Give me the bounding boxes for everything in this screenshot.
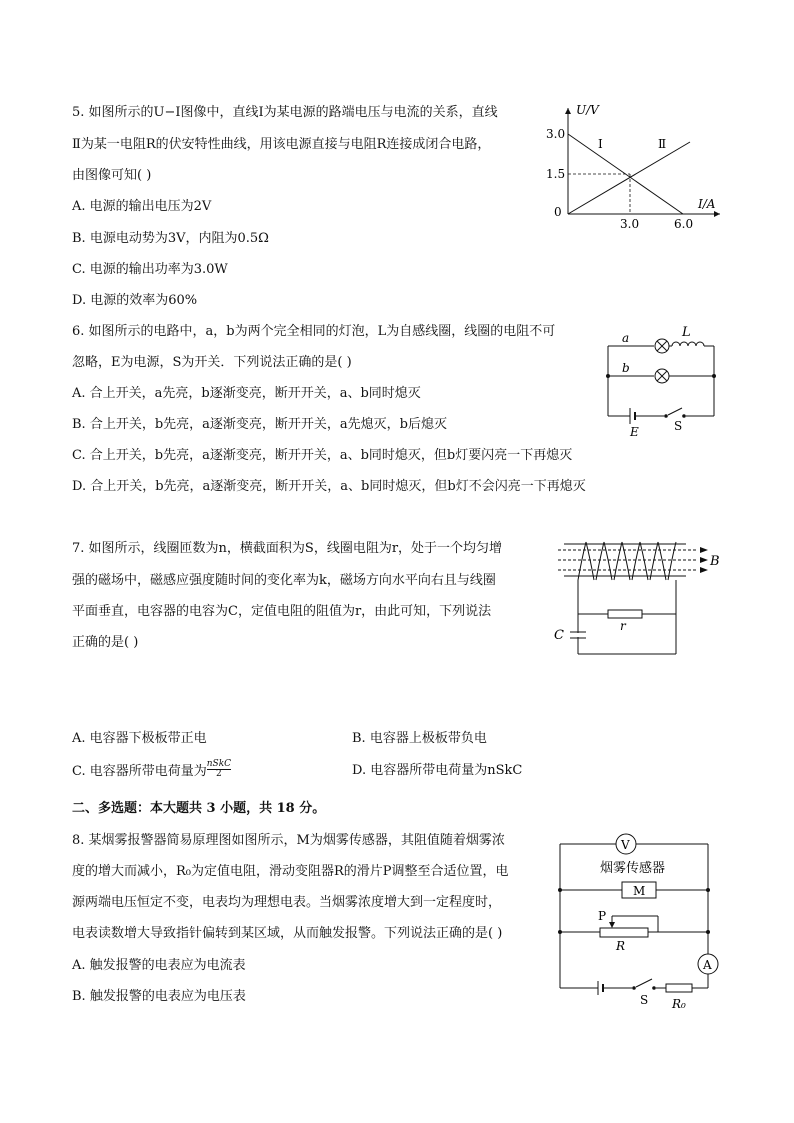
svg-text:R: R xyxy=(616,939,626,953)
q7-line-1: 7. 如图所示，线圈匝数为n，横截面积为S，线圈电阻为r，处于一个均匀增 xyxy=(72,541,503,556)
q8-option-a: A. 触发报警的电表应为电流表 xyxy=(72,958,246,973)
svg-text:V: V xyxy=(621,838,630,852)
svg-text:E: E xyxy=(630,425,639,439)
q7-line-4: 正确的是( ) xyxy=(72,635,139,650)
slider-p-icon xyxy=(609,922,615,928)
svg-text:B: B xyxy=(710,554,720,569)
q8-option-b: B. 触发报警的电表应为电压表 xyxy=(72,989,246,1004)
q5-label-ii: Ⅱ xyxy=(658,137,667,151)
q7-option-a: A. 电容器下极板带正电 xyxy=(72,731,207,746)
q8-line-4: 电表读数增大导致指针偏转到某区域，从而触发报警。下列说法正确的是( ) xyxy=(72,926,503,941)
q6-option-c: C. 合上开关，b先亮，a逐渐变亮，断开开关，a、b同时熄灭，但b灯要闪亮一下再熄灭 xyxy=(72,448,573,463)
q7-line-2: 强的磁场中，磁感应强度随时间的变化率为k，磁场方向水平向右且与线圈 xyxy=(72,573,496,588)
q6-option-a: A. 合上开关，a先亮，b逐渐变亮，断开开关，a、b同时熄灭 xyxy=(72,386,421,401)
coil-icon xyxy=(578,542,676,580)
switch-icon xyxy=(668,408,682,415)
q8-alarm-circuit xyxy=(552,828,728,1014)
q5-xtick-6: 6.0 xyxy=(674,217,694,231)
q5-label-i: I xyxy=(598,137,603,151)
section-2-heading: 二、多选题：本大题共 3 小题，共 18 分。 xyxy=(72,801,326,816)
resistor-r0 xyxy=(666,984,692,992)
q7-option-c-fraction: nSkC 2 xyxy=(206,759,232,779)
q5-ui-graph xyxy=(540,98,730,238)
switch-icon xyxy=(636,979,652,987)
svg-text:a: a xyxy=(622,331,630,345)
q5-ytick-1_5: 1.5 xyxy=(546,167,566,181)
inductor-coil-icon xyxy=(672,342,704,346)
q5-line-2: Ⅱ为某一电阻R的伏安特性曲线，用该电源直接与电阻R连接成闭合电路， xyxy=(72,137,491,152)
svg-text:S: S xyxy=(640,993,649,1007)
svg-text:A: A xyxy=(703,958,712,972)
svg-text:b: b xyxy=(622,361,630,375)
q7-option-b: B. 电容器上极板带负电 xyxy=(352,731,487,746)
svg-text:r: r xyxy=(620,619,626,633)
q5-ytick-0: 0 xyxy=(554,205,562,219)
svg-text:R₀: R₀ xyxy=(672,997,686,1011)
q7-option-c-prefix: C. 电容器所带电荷量为 xyxy=(72,764,207,779)
q5-line-1: 5. 如图所示的U−I图像中，直线I为某电源的路端电压与电流的关系，直线 xyxy=(72,105,498,120)
resistor-icon xyxy=(608,610,642,618)
q5-line-3: 由图像可知( ) xyxy=(72,168,152,183)
svg-text:L: L xyxy=(682,325,691,340)
q5-ytick-3: 3.0 xyxy=(546,127,566,141)
svg-text:C: C xyxy=(554,628,564,643)
q5-option-d: D. 电源的效率为60% xyxy=(72,293,198,308)
q5-option-a: A. 电源的输出电压为2V xyxy=(72,199,212,214)
q8-line-2: 度的增大而减小，R₀为定值电阻，滑动变阻器R的滑片P调整至合适位置，电 xyxy=(72,864,509,879)
svg-text:P: P xyxy=(598,909,607,923)
q8-line-1: 8. 某烟雾报警器简易原理图如图所示，M为烟雾传感器，其阻值随着烟雾浓 xyxy=(72,833,505,848)
q5-option-b: B. 电源电动势为3V，内阻为0.5Ω xyxy=(72,231,269,246)
q5-option-c: C. 电源的输出功率为3.0W xyxy=(72,262,228,277)
q7-coil-diagram xyxy=(550,536,730,660)
svg-text:烟雾传感器: 烟雾传感器 xyxy=(600,861,666,876)
svg-text:M: M xyxy=(633,884,646,898)
q6-line-1: 6. 如图所示的电路中，a，b为两个完全相同的灯泡，L为自感线圈，线圈的电阻不可 xyxy=(72,324,556,339)
q6-line-2: 忽略，E为电源，S为开关．下列说法正确的是( ) xyxy=(72,355,352,370)
q5-line-ii xyxy=(568,142,690,214)
svg-text:S: S xyxy=(674,419,683,433)
q6-circuit-diagram xyxy=(598,320,728,440)
q6-option-d: D. 合上开关，b先亮，a逐渐变亮，断开开关，a、b同时熄灭，但b灯不会闪亮一下再熄灭 xyxy=(72,479,586,494)
q7-line-3: 平面垂直，电容器的电容为C，定值电阻的阻值为r，由此可知，下列说法 xyxy=(72,604,492,619)
q5-ylabel: U/V xyxy=(576,103,599,117)
q7-option-c xyxy=(72,759,232,781)
q8-line-3: 源两端电压恒定不变，电表均为理想电表。当烟雾浓度增大到一定程度时， xyxy=(72,895,502,910)
q7-option-d: D. 电容器所带电荷量为nSkC xyxy=(352,763,523,778)
q5-xtick-3: 3.0 xyxy=(620,217,640,231)
q5-xlabel: I/A xyxy=(698,197,716,211)
rheostat-r xyxy=(600,928,648,937)
q6-option-b: B. 合上开关，b先亮，a逐渐变亮，断开开关，a先熄灭，b后熄灭 xyxy=(72,417,447,432)
